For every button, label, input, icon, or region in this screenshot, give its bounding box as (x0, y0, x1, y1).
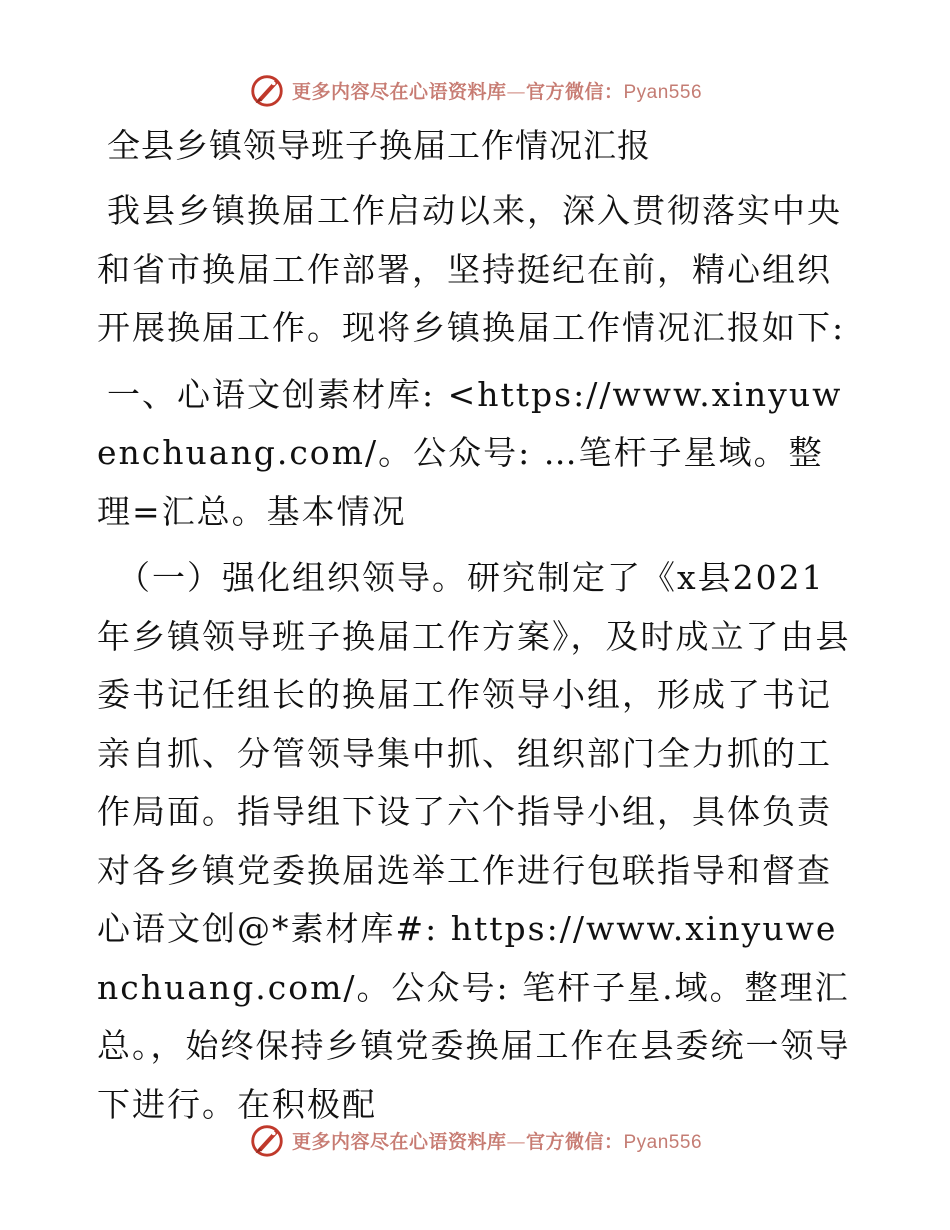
footer-watermark (0, 1118, 950, 1162)
paragraph-intro: 我县乡镇换届工作启动以来，深入贯彻落实中央和省市换届工作部署，坚持挺纪在前，精心组织开展换届工作。现将乡镇换届工作情况汇报如下: (97, 191, 846, 347)
watermark-official-label: 官方微信： (525, 1130, 624, 1153)
document-body (97, 118, 857, 1142)
paragraph-subsection-one: （一）强化组织领导。研究制定了《x县2021年乡镇领导班子换届工作方案》，及时成立了由县委书记任组长的换届工作领导小组，形成了书记亲自抓、分管领导集中抓、组织部门全力抓的工作局面。指导组下设了六个指导小组，具体负责对各乡镇党委换届选举工作进行包联指导和督查心语文创@*素材库#: https://www.xinyuwenchuang.com/。公众号: 笔杆子星.域。整理汇总。，始终保持乡镇党委换届工作在县委统一领导下进行。在积极配 (97, 558, 851, 1124)
quill-circle-logo-icon (248, 71, 286, 109)
watermark-text (292, 77, 702, 104)
watermark-dash: — (506, 80, 526, 103)
document-title: 全县乡镇领导班子换届工作情况汇报 (107, 126, 651, 165)
header-watermark (0, 68, 950, 112)
watermark-text (292, 1127, 702, 1154)
quill-circle-logo-icon (248, 1121, 286, 1159)
watermark-main-text: 更多内容尽在心语资料库 (291, 80, 507, 103)
paragraph-section-one: 一、心语文创素材库: <https://www.xinyuwenchuang.com/。公众号: …笔杆子星域。整理=汇总。基本情况 (97, 374, 843, 531)
watermark-main-text: 更多内容尽在心语资料库 (291, 1130, 507, 1153)
watermark-handle: Pyan556 (623, 1131, 703, 1153)
watermark-handle: Pyan556 (623, 81, 703, 103)
watermark-official-label: 官方微信： (525, 80, 624, 103)
watermark-dash: — (506, 1130, 526, 1153)
